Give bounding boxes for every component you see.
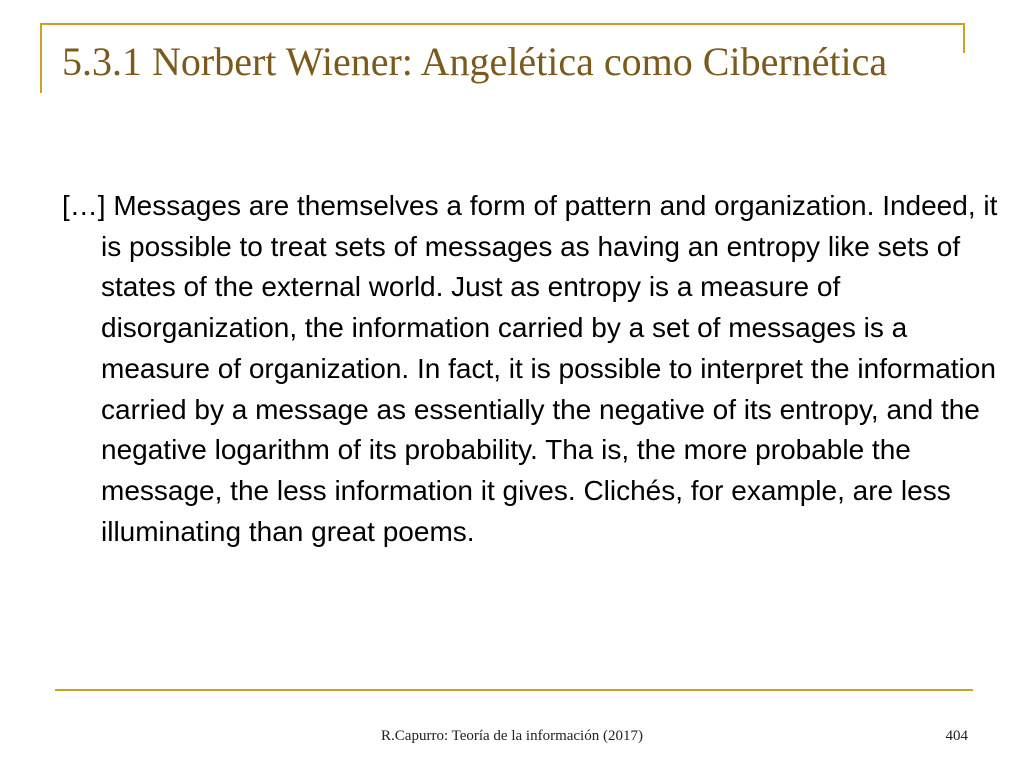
- slide-title: 5.3.1 Norbert Wiener: Angelética como Cibernética: [62, 39, 888, 84]
- page-number: 404: [945, 728, 968, 744]
- top-rule: [40, 23, 965, 25]
- footer-citation: R.Capurro: Teoría de la información (2017): [381, 728, 643, 744]
- right-rule: [963, 23, 965, 53]
- bottom-rule: [55, 689, 973, 691]
- quote-body: […] Messages are themselves a form of pattern and organization. Indeed, it is possible to treat sets of messages as having an entropy like sets of states of the external world. Just as entropy is a measure of disorganization, the information carried by a set of messages is a measure of organization. In fact, it is possible to interpret the information carried by a message as essentially the negative of its entropy, and the negative logarithm of its probability. Tha is, the more probable the message, the less information it gives. Clichés, for example, are less illuminating than great poems.: [62, 190, 998, 547]
- left-rule: [40, 23, 42, 93]
